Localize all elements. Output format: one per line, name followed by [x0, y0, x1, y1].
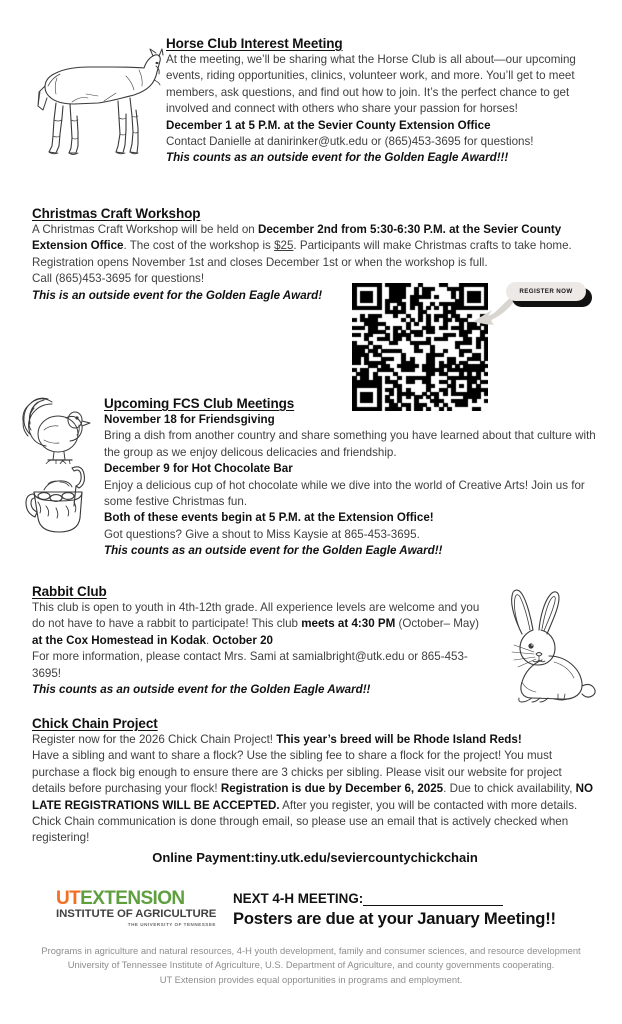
chick-chain-payment-link[interactable]: Online Payment:tiny.utk.edu/seviercountychickchain: [152, 849, 478, 865]
logo-ut-mark: UT: [56, 888, 81, 909]
chick-chain-paragraph: [32, 732, 598, 847]
fcs-event2-title: December 9 for Hot Chocolate Bar: [104, 462, 293, 476]
christmas-workshop-heading: Christmas Craft Workshop: [32, 206, 201, 221]
logo-wordmark: [56, 889, 216, 908]
register-now-badge[interactable]: [502, 282, 588, 312]
section-rabbit-club: [32, 584, 484, 698]
horse-club-paragraph: At the meeting, we’ll be sharing what the Horse Club is all about—our upcoming events, riding opportunities, clinics, volunteer work, and more. You’ll get to meet members, ask questions, and find out how to join. It’s the perfect chance to get involved and connect with others who share your passion for horses!: [166, 53, 576, 116]
rabbit-bold2: at the Cox Homestead in Kodak: [32, 633, 206, 647]
ut-extension-logo: [56, 889, 216, 927]
fcs-event1-body: Bring a dish from another country and share something you have learned about that culture with the group as we enjoy delicous delicacies and friendship.: [104, 429, 596, 459]
next-meeting-label: NEXT 4-H MEETING:: [233, 891, 364, 906]
rabbit-bold3: October 20: [212, 633, 273, 647]
horse-club-when: December 1 at 5 P.M. at the Sevier County Extension Office: [166, 118, 491, 132]
chick-p2-bold1: Registration is due by December 6, 2025: [220, 782, 444, 796]
posters-due-note: Posters are due at your January Meeting!!: [233, 909, 556, 928]
next-meeting-blank-line[interactable]: [363, 892, 503, 906]
next-meeting-block: [233, 891, 603, 929]
rabbit-lead: This club is open to youth in 4th-12th grade. All experience levels are welcome and you do not have to have a rabbit to participate! This club: [32, 601, 480, 631]
horse-club-heading: Horse Club Interest Meeting: [166, 36, 343, 51]
chick-p2-bold2: NO LATE REGISTRATIONS WILL BE ACCEPTED.: [32, 782, 594, 812]
rabbit-award: This counts as an outside event for the Golden Eagle Award!!: [32, 683, 371, 697]
hot-chocolate-illustration: [20, 462, 98, 540]
section-chick-chain: [32, 716, 598, 865]
xmas-call: Call (865)453-3695 for questions!: [32, 272, 205, 286]
fcs-event2-body: Enjoy a delicious cup of hot chocolate while we dive into the world of Creative Arts! Join us for some festive Christmas fun.: [104, 478, 585, 509]
xmas-lead: A Christmas Craft Workshop will be held on: [32, 223, 258, 236]
registration-qr-code[interactable]: [352, 283, 488, 411]
rabbit-mid2: .: [205, 633, 213, 647]
disclaimer-line-1: Programs in agriculture and natural resources, 4-H youth development, family and consumer sciences, and resource development: [41, 945, 581, 956]
disclaimer-line-2: University of Tennessee Institute of Agriculture, U.S. Department of Agriculture, and county governments cooperating.: [67, 959, 555, 971]
logo-university-line: THE UNIVERSITY OF TENNESSEE: [127, 922, 216, 927]
footer-disclaimer: [0, 944, 622, 987]
fcs-questions: Got questions? Give a shout to Miss Kaysie at 865-453-3695.: [104, 527, 420, 541]
rabbit-contact: For more information, please contact Mrs. Sami at samialbright@utk.edu or 865-453-3695!: [32, 650, 468, 680]
rabbit-illustration: [492, 586, 598, 704]
xmas-award: This is an outside event for the Golden Eagle Award!: [32, 288, 323, 302]
rabbit-club-heading: Rabbit Club: [32, 584, 107, 599]
chick-p2-rest: After you register, you will be contacted with more details. Chick Chain communication is done through email, so please use an email that is actively checked when registering!: [32, 798, 578, 845]
fcs-award: This counts as an outside event for the Golden Eagle Award!!: [104, 544, 443, 558]
logo-institute-line: INSTITUTE OF AGRICULTURE: [56, 908, 217, 920]
register-now-label: REGISTER NOW: [506, 282, 586, 301]
xmas-mid: . The cost of the workshop is: [123, 239, 275, 253]
rabbit-bold1: meets at 4:30 PM: [301, 617, 396, 631]
xmas-when: December 2nd from 5:30-6:30 P.M. at the Sevier County Extension Office: [32, 223, 562, 253]
horse-illustration: [26, 46, 166, 164]
chick-chain-heading: Chick Chain Project: [32, 716, 158, 731]
horse-club-contact: Contact Danielle at danirinker@utk.edu or (865)453-3695 for questions!: [166, 135, 534, 149]
xmas-rest: . Participants will make Christmas crafts to take home. Registration opens November 1st and closes December 1st or when the workshop is full.: [32, 239, 572, 269]
chick-p1-bold: This year’s breed will be Rhode Island Reds!: [276, 733, 522, 746]
rabbit-club-paragraph: [32, 600, 484, 698]
chick-p1-lead: Register now for the 2026 Chick Chain Project!: [32, 733, 277, 746]
horse-club-award: This counts as an outside event for the Golden Eagle Award!!!: [166, 151, 509, 165]
disclaimer-line-3: UT Extension provides equal opportunities in programs and employment.: [159, 973, 463, 985]
xmas-cost: $25: [274, 239, 294, 253]
fcs-both-events: Both of these events begin at 5 P.M. at the Extension Office!: [104, 511, 434, 525]
fcs-event1-title: November 18 for Friendsgiving: [104, 413, 275, 426]
rabbit-mid: (October– May): [395, 617, 480, 631]
chick-p2-mid: . Due to chick availability,: [443, 782, 576, 796]
turkey-illustration: [18, 392, 100, 464]
logo-extension-word: EXTENSION: [80, 888, 185, 909]
section-fcs-club: [104, 396, 602, 560]
section-horse-club: [166, 36, 602, 167]
fcs-club-heading: Upcoming FCS Club Meetings: [104, 396, 295, 411]
chick-p2-lead: Have a sibling and want to share a flock? Use the sibling fee to share a flock for the project! You must purchase a flock big enough to ensure there are 3 chicks per sibling. Please visit our website for project details before purchasing your flock!: [32, 749, 562, 796]
qr-code-canvas: [352, 283, 488, 411]
